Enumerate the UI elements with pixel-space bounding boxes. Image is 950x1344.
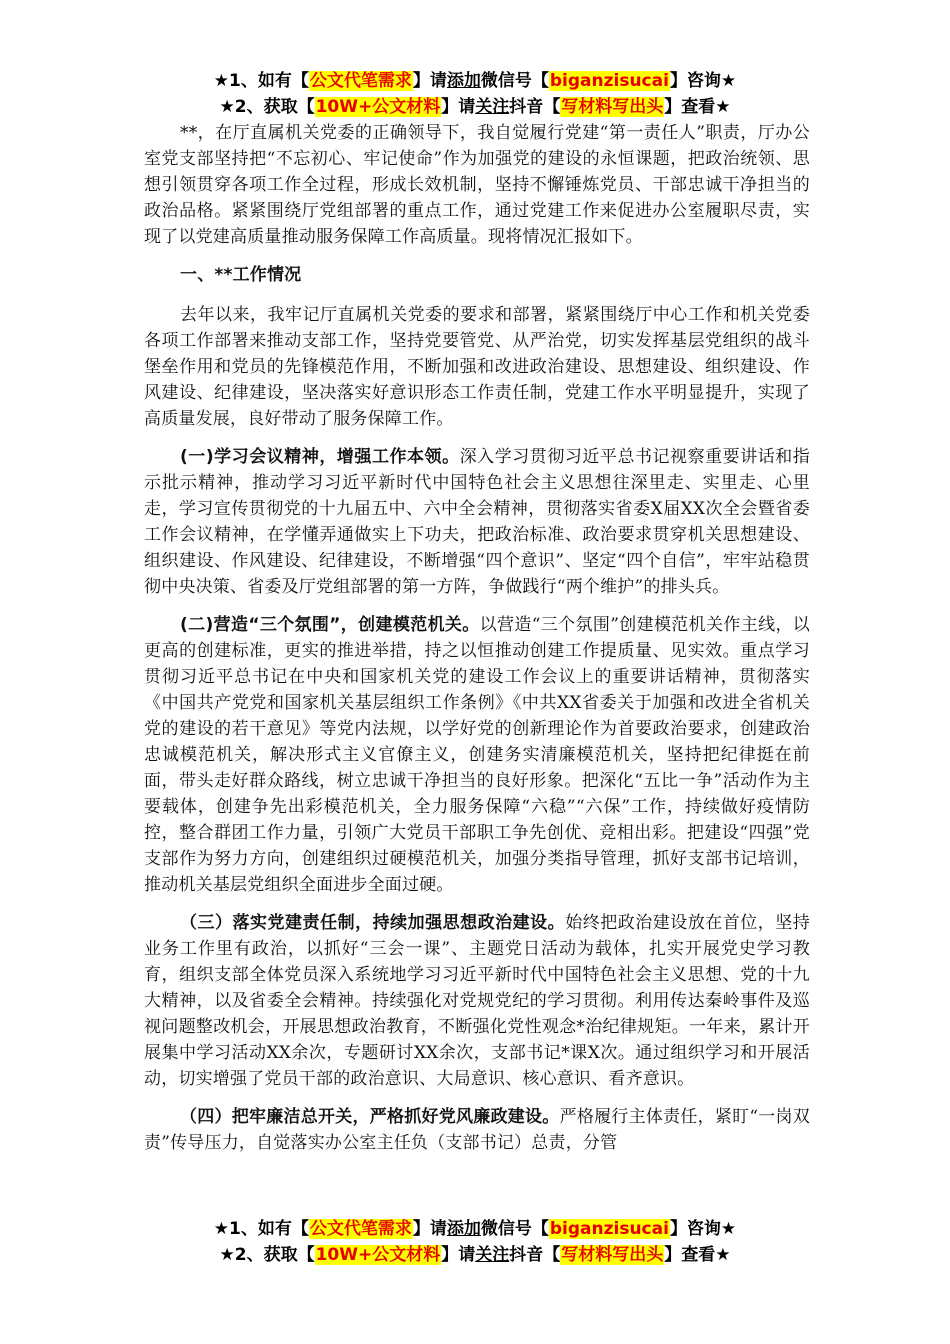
promo-line-2: ★2、获取【10W+公文材料】请关注抖音【写材料写出头】查看★ <box>219 97 731 117</box>
item-3-paragraph <box>144 910 810 1092</box>
item-2-text: 以营造“三个氛围”创建模范机关作主线，以更高的创建标准，更实的推进举措，持之以恒推动创建工作提质量、见实效。重点学习贯彻习近平总书记在中央和国家机关党的建设工作会议上的重要讲话精神，贯彻落实《中国共产党党和国家机关基层组织工作条例》《中共XX省委关于加强和改进全省机关党的建设的若干意见》等党内法规，以学好党的创新理论作为首要政治要求，创建政治忠诚模范机关，解决形式主义官僚主义，创建务实清廉模范机关，坚持把纪律挺在前面，带头走好群众路线，树立忠诚干净担当的良好形象。把深化“五比一争”活动作为主要载体，创建争先出彩模范机关，全力服务保障“六稳”“六保”工作，持续做好疫情防控，整合群团工作力量，引领广大党员干部职工争先创优、竞相出彩。把建设“四强”党支部作为努力方向，创建组织过硬模范机关，加强分类指导管理，抓好支部书记培训，推动机关基层党组织全面进步全面过硬。 <box>144 615 810 895</box>
item-1-paragraph <box>144 444 810 600</box>
highlight-douyin: 写材料写出头 <box>561 97 664 117</box>
highlight-service: 公文代笔需求 <box>309 71 412 91</box>
highlight-materials: 10W+公文材料 <box>315 1245 441 1265</box>
promo-line-2: ★2、获取【10W+公文材料】请关注抖音【写材料写出头】查看★ <box>219 1245 731 1265</box>
item-1-lead: (一)学习会议精神，增强工作本领。 <box>180 447 460 467</box>
intro-paragraph: **，在厅直属机关党委的正确领导下，我自觉履行党建“第一责任人”职责，厅办公室党支部坚持把“不忘初心、牢记使命”作为加强党的建设的永恒课题，把政治统领、思想引领贯穿各项工作全过程，形成长效机制，坚持不懈锤炼党员、干部忠诚干净担当的政治品格。紧紧围绕厅党组部署的重点工作，通过党建工作来促进办公室履职尽责，实现了以党建高质量推动服务保障工作高质量。现将情况汇报如下。 <box>144 123 810 247</box>
document-body <box>144 120 810 1168</box>
item-2-lead: (二)营造“三个氛围”，创建模范机关。 <box>180 615 480 635</box>
item-3-lead: （三）落实党建责任制，持续加强思想政治建设。 <box>180 913 566 933</box>
item-4-paragraph <box>144 1104 810 1156</box>
item-3-text: 始终把政治建设放在首位，坚持业务工作里有政治，以抓好“三会一课”、主题党日活动为载体，扎实开展党史学习教育，组织支部全体党员深入系统地学习习近平新时代中国特色社会主义思想、党的十九大精神，以及省委全会精神。持续强化对党规党纪的学习贯彻。利用传达秦岭事件及巡视问题整改机会，开展思想政治教育，不断强化党性观念*治纪律规矩。一年来，累计开展集中学习活动XX余次，专题研讨XX余次，支部书记*课X次。通过组织学习和开展活动，切实增强了党员干部的政治意识、大局意识、核心意识、看齐意识。 <box>144 913 810 1089</box>
section-heading: 一、**工作情况 <box>180 265 302 285</box>
highlight-wechat-id: biganzisucai <box>549 71 669 91</box>
promo-banner-bottom <box>0 1216 950 1268</box>
promo-banner-top <box>0 68 950 120</box>
section-paragraph: 去年以来，我牢记厅直属机关党委的要求和部署，紧紧围绕厅中心工作和机关党委各项工作部署来推动支部工作，坚持党要管党、从严治党，切实发挥基层党组织的战斗堡垒作用和党员的先锋模范作用，不断加强和改进政治建设、思想建设、组织建设、作风建设、纪律建设，坚决落实好意识形态工作责任制，党建工作水平明显提升，实现了高质量发展，良好带动了服务保障工作。 <box>144 305 810 429</box>
promo-line-1: ★1、如有【公文代笔需求】请添加微信号【biganzisucai】咨询★ <box>213 71 737 91</box>
item-2-paragraph <box>144 612 810 898</box>
highlight-wechat-id: biganzisucai <box>549 1219 669 1239</box>
item-1-text: 深入学习贯彻习近平总书记视察重要讲话和指示批示精神，推动学习习近平新时代中国特色社会主义思想往深里走、实里走、心里走，学习宣传贯彻党的十九届五中、六中全会精神，贯彻落实省委X届XX次全会暨省委工作会议精神，在学懂弄通做实上下功夫，把政治标准、政治要求贯穿机关思想建设、组织建设、作风建设、纪律建设，不断增强“四个意识”、坚定“四个自信”，牢牢站稳贯彻中央决策、省委及厅党组部署的第一方阵，争做践行“两个维护”的排头兵。 <box>144 447 810 597</box>
highlight-douyin: 写材料写出头 <box>561 1245 664 1265</box>
item-4-lead: （四）把牢廉洁总开关，严格抓好党风廉政建设。 <box>180 1107 560 1127</box>
item-4-text: 严格履行主体责任，紧盯“一岗双责”传导压力，自觉落实办公室主任负（支部书记）总责，分管 <box>144 1107 810 1153</box>
promo-line-1: ★1、如有【公文代笔需求】请添加微信号【biganzisucai】咨询★ <box>213 1219 737 1239</box>
highlight-materials: 10W+公文材料 <box>315 97 441 117</box>
highlight-service: 公文代笔需求 <box>309 1219 412 1239</box>
